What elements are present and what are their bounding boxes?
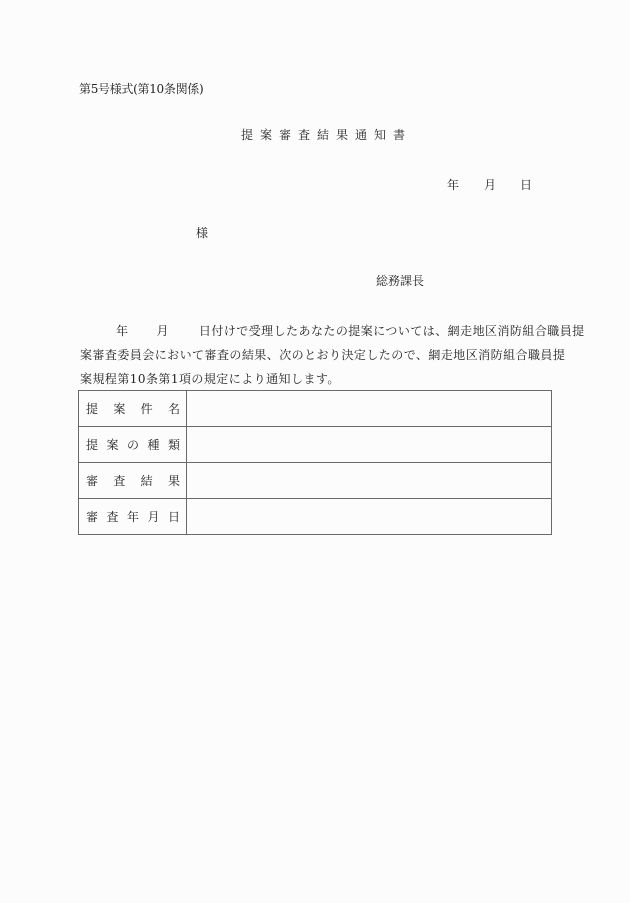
value-review-result[interactable] — [187, 463, 552, 499]
body-year-label: 年 — [116, 324, 129, 338]
date-month-label: 月 — [484, 178, 497, 192]
proposal-result-table — [78, 390, 552, 535]
label-char: 査 — [113, 474, 126, 488]
issue-date — [447, 176, 532, 193]
label-char: 提 — [86, 438, 99, 452]
body-line-1 — [80, 319, 585, 343]
label-char: 類 — [167, 438, 180, 452]
notice-body — [80, 319, 585, 391]
label-proposal-type — [79, 427, 187, 463]
label-review-date — [79, 499, 187, 535]
form-number-label: 第5号様式(第10条関係) — [79, 82, 204, 96]
label-char: 案 — [113, 402, 126, 416]
label-char: 案 — [106, 438, 119, 452]
date-day-label: 日 — [520, 178, 533, 192]
body-month-label: 月 — [156, 324, 169, 338]
table-row-proposal-name — [79, 391, 552, 427]
date-year-label: 年 — [447, 178, 460, 192]
value-proposal-type[interactable] — [187, 427, 552, 463]
value-proposal-name[interactable] — [187, 391, 552, 427]
label-proposal-name — [79, 391, 187, 427]
table-row-proposal-type — [79, 427, 552, 463]
table-row-review-result — [79, 463, 552, 499]
label-char: 審 — [86, 474, 99, 488]
label-char: 果 — [167, 474, 180, 488]
label-char: 審 — [86, 510, 99, 524]
label-char: 種 — [147, 438, 160, 452]
label-char: 提 — [86, 402, 99, 416]
label-char: 日 — [167, 510, 180, 524]
label-char: の — [126, 438, 139, 452]
value-review-date[interactable] — [187, 499, 552, 535]
table-row-review-date — [79, 499, 552, 535]
label-review-result — [79, 463, 187, 499]
label-char: 件 — [140, 402, 153, 416]
body-line-1-text: 日付けで受理したあなたの提案については、網走地区消防組合職員提 — [198, 324, 585, 338]
document-title: 提案審査結果通知書 — [241, 128, 413, 142]
label-char: 年 — [126, 510, 139, 524]
sender-title: 総務課長 — [376, 274, 425, 288]
body-line-2: 案審査委員会において審査の結果、次のとおり決定したので、網走地区消防組合職員提 — [80, 348, 566, 362]
body-line-3: 案規程第10条第1項の規定により通知します。 — [80, 372, 340, 386]
label-char: 査 — [106, 510, 119, 524]
label-char: 結 — [140, 474, 153, 488]
recipient-honorific: 様 — [196, 226, 209, 240]
label-char: 名 — [167, 402, 180, 416]
label-char: 月 — [147, 510, 160, 524]
